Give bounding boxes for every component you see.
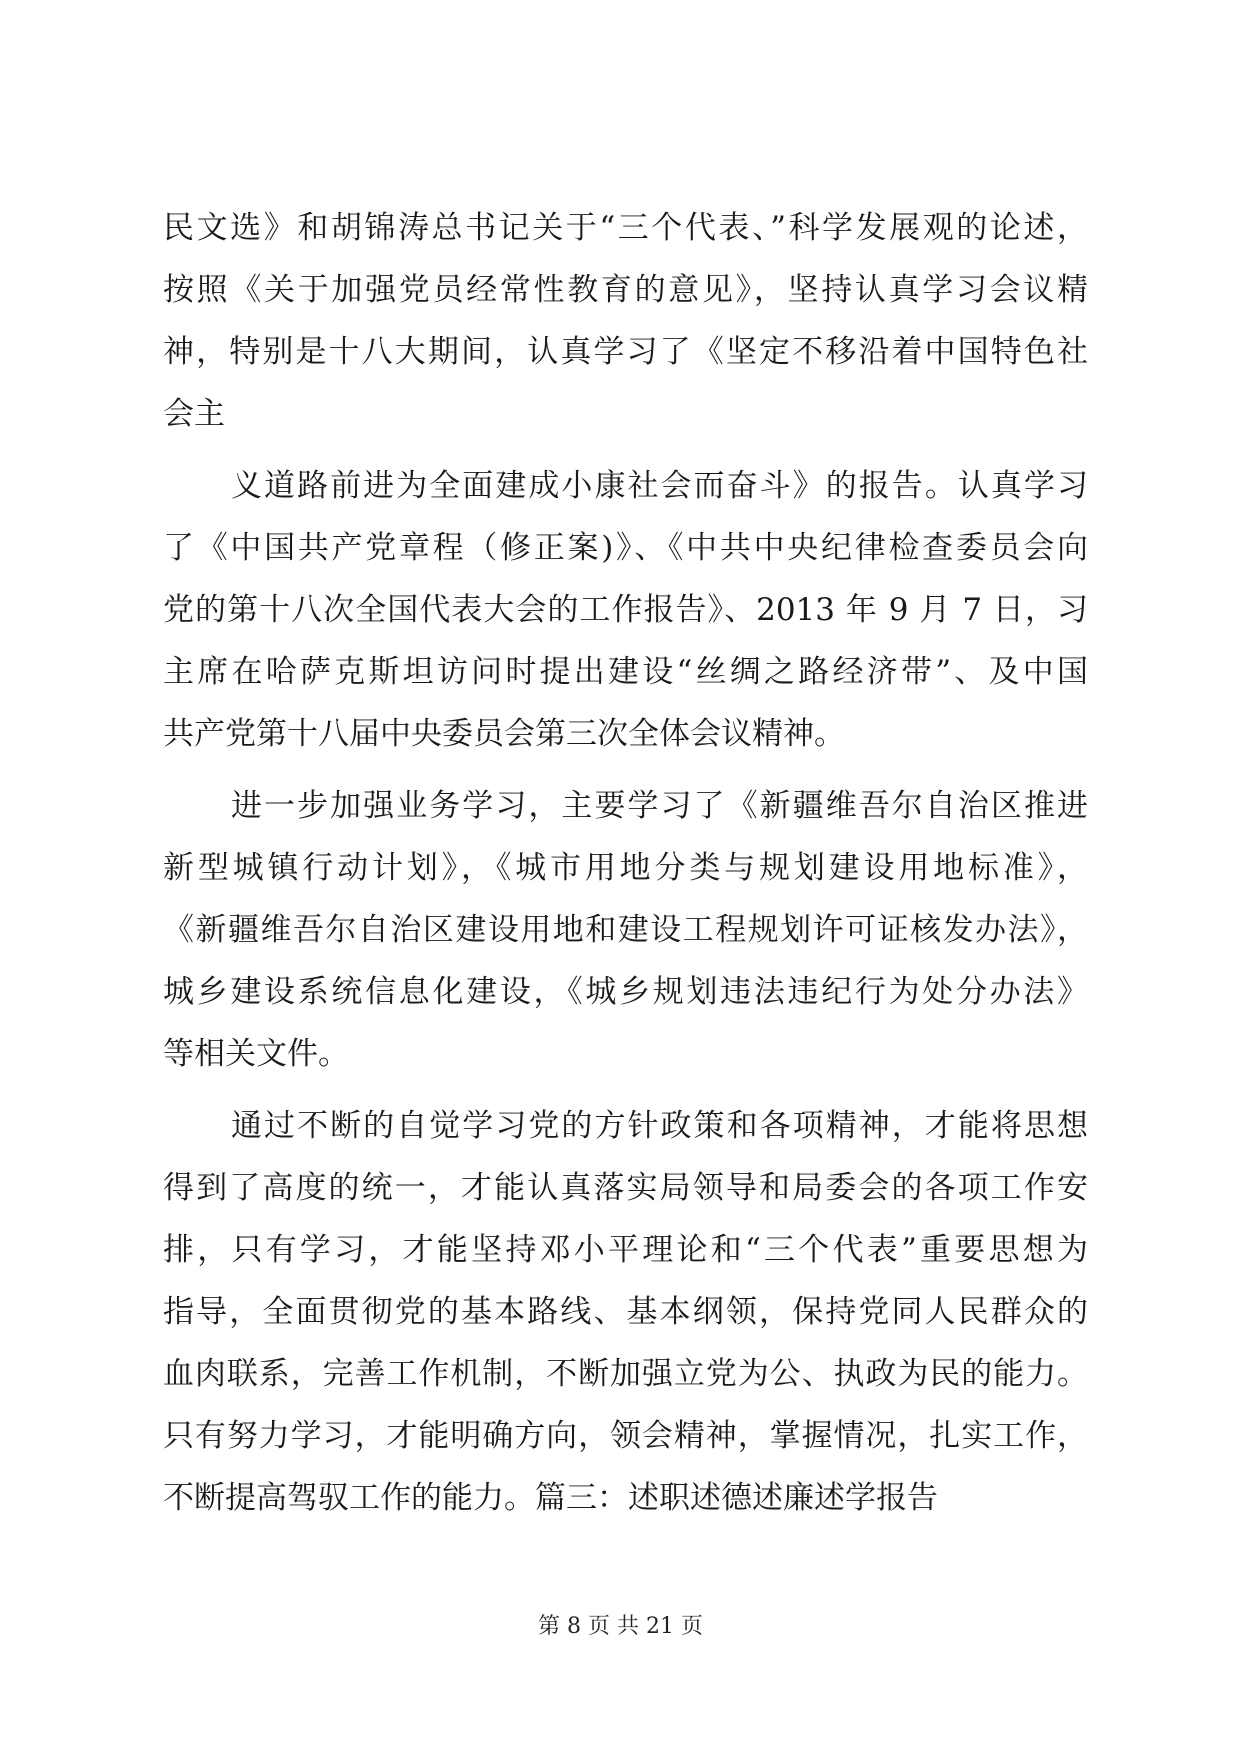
text-line: 不断提高驾驭工作的能力。篇三：述职述德述廉述学报告 — [163, 1480, 938, 1516]
text-line: 等相关文件。 — [163, 1036, 349, 1072]
text-line: 义道路前进为全面建成小康社会而奋斗》的报告。认真学习 — [231, 468, 1088, 504]
text-line: 神，特别是十八大期间，认真学习了《坚定不移沿着中国特色社 — [163, 334, 1088, 370]
text-line: 民文选》和胡锦涛总书记关于“三个代表、”科学发展观的论述， — [163, 210, 1088, 246]
text-line: 会主 — [163, 396, 225, 432]
text-line: 指导，全面贯彻党的基本路线、基本纲领，保持党同人民群众的 — [163, 1294, 1088, 1330]
document-body — [163, 197, 1088, 1529]
text-line: 了《中国共产党章程（修正案)》、《中共中央纪律检查委员会向 — [163, 530, 1088, 566]
page-number-footer: 第 8 页 共 21 页 — [538, 1614, 703, 1639]
text-line: 血肉联系，完善工作机制，不断加强立党为公、执政为民的能力。 — [163, 1356, 1088, 1392]
text-line: 主席在哈萨克斯坦访问时提出建设“丝绸之路经济带”、及中国 — [163, 654, 1088, 690]
text-line: 按照《关于加强党员经常性教育的意见》，坚持认真学习会议精 — [163, 272, 1088, 308]
text-line: 排，只有学习，才能坚持邓小平理论和“三个代表”重要思想为 — [163, 1232, 1088, 1268]
text-line: 通过不断的自觉学习党的方针政策和各项精神，才能将思想 — [231, 1108, 1088, 1144]
text-line: 城乡建设系统信息化建设，《城乡规划违法违纪行为处分办法》 — [163, 974, 1088, 1010]
text-line: 党的第十八次全国代表大会的工作报告》、2013 年 9 月 7 日，习 — [163, 592, 1088, 628]
text-line: 得到了高度的统一，才能认真落实局领导和局委会的各项工作安 — [163, 1170, 1088, 1206]
text-line: 共产党第十八届中央委员会第三次全体会议精神。 — [163, 716, 845, 752]
text-line: 只有努力学习，才能明确方向，领会精神，掌握情况，扎实工作， — [163, 1418, 1088, 1454]
text-line: 新型城镇行动计划》，《城市用地分类与规划建设用地标准》， — [163, 850, 1088, 886]
text-line: 《新疆维吾尔自治区建设用地和建设工程规划许可证核发办法》， — [163, 912, 1088, 948]
text-line: 进一步加强业务学习，主要学习了《新疆维吾尔自治区推进 — [231, 788, 1088, 824]
